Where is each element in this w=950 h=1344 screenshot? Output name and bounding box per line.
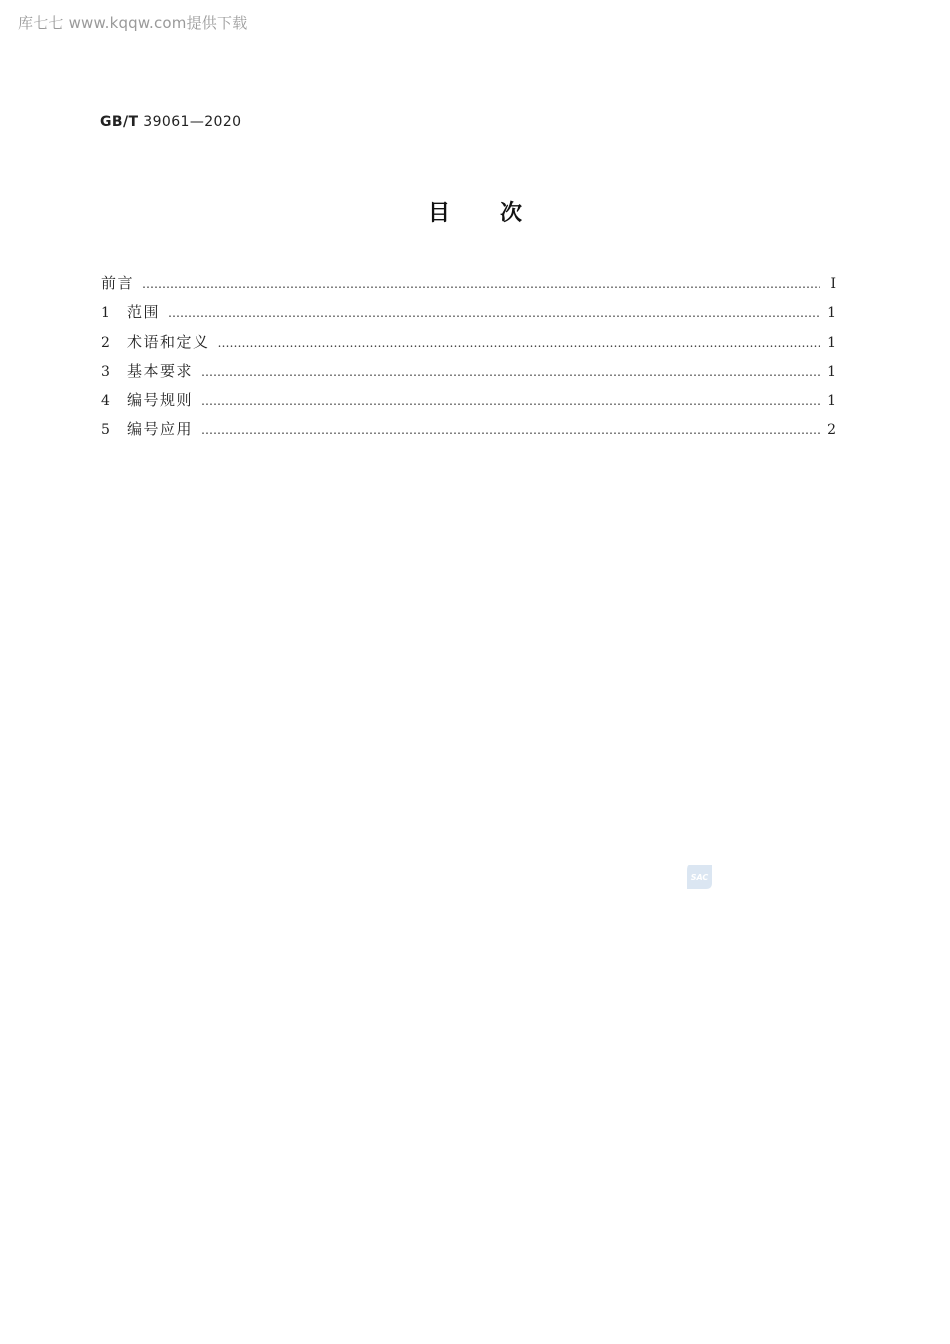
- standard-prefix: GB/T: [100, 114, 139, 130]
- toc-entry-number: 3: [101, 363, 110, 380]
- toc-entry-label: 编号规则: [127, 391, 194, 410]
- title-char-right: 次: [500, 201, 523, 226]
- toc-entry-label: 前言: [101, 274, 135, 292]
- toc-entry-basic-requirements[interactable]: [101, 360, 836, 389]
- toc-entry-number: 1: [101, 305, 110, 322]
- download-watermark: 库七七 www.kqqw.com提供下载: [18, 14, 248, 32]
- toc-entry-label: 范围: [127, 303, 161, 322]
- svg-text:SAC: SAC: [690, 873, 709, 882]
- toc-leader-dots: [201, 423, 820, 437]
- toc-entry-foreword[interactable]: [101, 272, 836, 301]
- toc-entry-numbering-application[interactable]: [101, 418, 836, 447]
- standard-code: 39061—2020: [143, 114, 242, 130]
- toc-leader-dots: [218, 336, 820, 350]
- toc-entry-page: 1: [827, 334, 836, 351]
- toc-leader-dots: [201, 365, 820, 379]
- toc-entry-page: 1: [827, 305, 836, 322]
- toc-entry-label: 编号应用: [127, 420, 194, 439]
- toc-entry-page: 1: [827, 393, 836, 410]
- toc-leader-dots: [168, 306, 820, 320]
- toc-entry-number: 5: [101, 422, 110, 439]
- toc-entry-numbering-rules[interactable]: [101, 389, 836, 418]
- title-char-left: 目: [427, 201, 450, 226]
- toc-entry-terms[interactable]: [101, 331, 836, 360]
- toc-entry-number: 2: [101, 334, 110, 351]
- sac-logo-icon: [686, 864, 713, 890]
- toc-entry-page: 1: [827, 363, 836, 380]
- standard-number: [100, 114, 241, 130]
- toc-entry-scope[interactable]: [101, 301, 836, 330]
- page-title: [0, 196, 950, 227]
- toc-entry-page: Ⅰ: [830, 276, 836, 292]
- toc-entry-label: 基本要求: [127, 361, 194, 380]
- toc-entry-label: 术语和定义: [127, 332, 210, 351]
- toc-entry-number: 4: [101, 393, 110, 410]
- toc-entry-page: 2: [827, 422, 836, 439]
- toc-leader-dots: [142, 277, 820, 291]
- table-of-contents: [101, 272, 836, 448]
- toc-leader-dots: [201, 394, 820, 408]
